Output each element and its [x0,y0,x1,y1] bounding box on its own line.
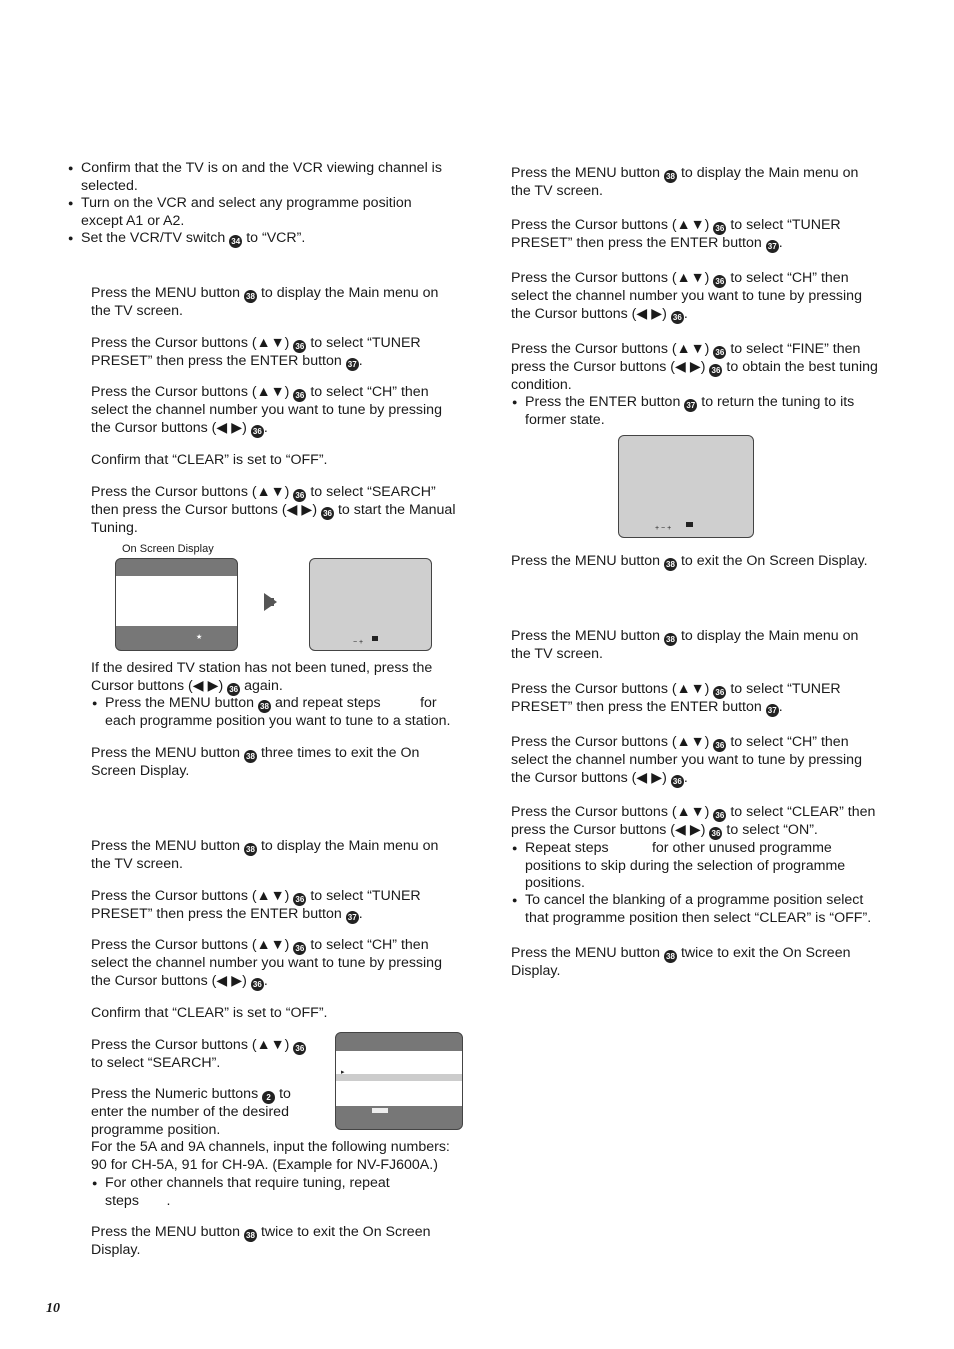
osd-screen-fine [618,435,754,538]
page-number: 10 [46,1301,60,1316]
cursor-button-marker: 36 [713,739,726,752]
menu-button-marker: 38 [244,290,257,303]
menu-button-marker: 38 [664,170,677,183]
cursor-button-marker: 36 [671,775,684,788]
osd-block-icon [372,636,378,641]
bullet-item: ● Repeat steps for other unused programme positions to skip during the selection of programme positions. [525,840,875,893]
bullet-text: to “VCR”. [246,230,306,246]
cursor-button-marker: 36 [293,340,306,353]
osd-cursor-icon: ★ [196,634,203,641]
enter-button-marker: 37 [684,399,697,412]
cursor-button-marker: 36 [293,1042,306,1055]
osd-fine-indicator: + − + [655,525,672,532]
menu-button-marker: 38 [244,750,257,763]
enter-button-marker: 37 [766,240,779,253]
bullet-item: ● Press the MENU button 38 and repeat steps for each programme position you want to tune to a station. [105,695,465,731]
step-text: Press the Cursor buttons (▲▼) 36 to select “CH” then select the channel number you want to tune by pressing the Cursor buttons (◀ ▶) 36 . [91,384,442,436]
menu-button-marker: 38 [664,950,677,963]
step-text: Press the MENU button 38 twice to exit the On Screen Display. [91,1224,431,1258]
step-text: Press the MENU button 38 to display the Main menu on the TV screen. [511,628,859,662]
bullet-item [81,160,461,195]
menu-button-marker: 38 [244,1229,257,1242]
bullet-item: ● Press the ENTER button 37 to return the tuning to its former state. [525,394,875,430]
step-text: Confirm that “CLEAR” is set to “OFF”. [91,1005,328,1021]
enter-button-marker: 37 [346,911,359,924]
menu-button-marker: 38 [258,700,271,713]
vcr-tv-switch-marker: 34 [229,235,242,248]
cursor-button-marker: 36 [713,809,726,822]
cursor-button-marker: 36 [709,827,722,840]
cursor-button-marker: 36 [227,683,240,696]
step-text: Press the Cursor buttons (▲▼) 36 to select “CH” then select the channel number you want to tune by pressing the Cursor buttons (◀ ▶) 36 . [511,734,862,786]
osd-menu-panel [116,576,237,626]
step-text: Press the Cursor buttons (▲▼) 36 to select “FINE” then press the Cursor buttons (◀ ▶) 36 to obtain the best tuning condition. [511,341,878,393]
osd-screen-menu [115,558,238,651]
cursor-button-marker: 36 [293,389,306,402]
step-text: Press the MENU button 38 to display the Main menu on the TV screen. [511,165,859,199]
cursor-button-marker: 36 [713,222,726,235]
arrow-shaft [264,598,274,606]
enter-button-marker: 37 [766,704,779,717]
step-text: Confirm that “CLEAR” is set to “OFF”. [91,452,328,468]
step-text: Press the Cursor buttons (▲▼) 36 to select “CH” then select the channel number you want to tune by pressing the Cursor buttons (◀ ▶) 36 . [91,937,442,989]
step-text: Press the Cursor buttons (▲▼) 36 to select “TUNER PRESET” then press the ENTER button 37 . [91,335,421,369]
osd-block-icon [686,522,693,527]
cursor-button-marker: 36 [713,346,726,359]
bullet-item [81,195,431,230]
bullet-item [81,230,461,248]
cursor-button-marker: 36 [293,893,306,906]
step-text: Press the Numeric buttons 2 to enter the number of the desired programme position. [91,1086,291,1138]
step-text: Press the Cursor buttons (▲▼) 36 to select “CH” then select the channel number you want to tune by pressing the Cursor buttons (◀ ▶) 36 . [511,270,862,322]
bullet-item: ● For other channels that require tuning, repeat steps . [105,1175,425,1210]
osd-label: On Screen Display [122,543,214,555]
step-text: Press the Cursor buttons (▲▼) 36 to select “SEARCH”. [91,1037,321,1073]
cursor-button-marker: 36 [713,275,726,288]
menu-button-marker: 38 [664,633,677,646]
cursor-button-marker: 36 [671,311,684,324]
menu-button-marker: 38 [244,843,257,856]
osd-cursor-icon: ▸ [341,1069,345,1076]
step-text: Press the Cursor buttons (▲▼) 36 to select “TUNER PRESET” then press the ENTER button 37 . [511,681,841,715]
step-text: Press the MENU button 38 to exit the On Screen Display. [511,553,868,569]
osd-screen-tuning [309,558,432,651]
cursor-button-marker: 36 [293,489,306,502]
step-text: Press the MENU button 38 twice to exit the On Screen Display. [511,945,851,979]
osd-block-icon [372,1108,388,1113]
step-text: Press the MENU button 38 three times to exit the On Screen Display. [91,745,420,779]
step-text: Press the Cursor buttons (▲▼) 36 to select “SEARCH” then press the Cursor buttons (◀ ▶) 36 to start the Manual Tuning. [91,484,456,536]
cursor-button-marker: 36 [251,978,264,991]
osd-screen-manual [335,1032,463,1130]
step-text: Press the Cursor buttons (▲▼) 36 to select “TUNER PRESET” then press the ENTER button 37 . [91,888,421,922]
cursor-button-marker: 36 [251,425,264,438]
step-text: Press the Cursor buttons (▲▼) 36 to select “CLEAR” then press the Cursor buttons (◀ ▶) 36 to select “ON”. [511,804,876,838]
cursor-button-marker: 36 [713,686,726,699]
step-text: If the desired TV station has not been tuned, press the Cursor buttons (◀ ▶) 36 again. [91,660,433,694]
bullet-text: Confirm that the TV is on and the VCR viewing channel is selected. [81,160,442,194]
osd-highlight-row [336,1074,462,1081]
cursor-button-marker: 36 [293,942,306,955]
cursor-button-marker: 36 [321,507,334,520]
bullet-text: Set the VCR/TV switch [81,230,226,246]
step-text: For the 5A and 9A channels, input the following numbers: 90 for CH-5A, 91 for CH-9A. (Example for NV-FJ600A.) [91,1139,450,1173]
step-text: Press the Cursor buttons (▲▼) 36 to select “TUNER PRESET” then press the ENTER button 37 . [511,217,841,251]
menu-button-marker: 38 [664,558,677,571]
cursor-button-marker: 36 [709,364,722,377]
step-text: Press the MENU button 38 to display the Main menu on the TV screen. [91,285,439,319]
enter-button-marker: 37 [346,358,359,371]
bullet-text: Turn on the VCR and select any programme position except A1 or A2. [81,195,412,229]
bullet-item: ● To cancel the blanking of a programme position select that programme position then select “CLEAR” is “OFF”. [525,892,885,927]
step-text: Press the MENU button 38 to display the Main menu on the TV screen. [91,838,439,872]
numeric-button-marker: 2 [262,1091,275,1104]
osd-tuning-indicator: − + [353,639,364,646]
